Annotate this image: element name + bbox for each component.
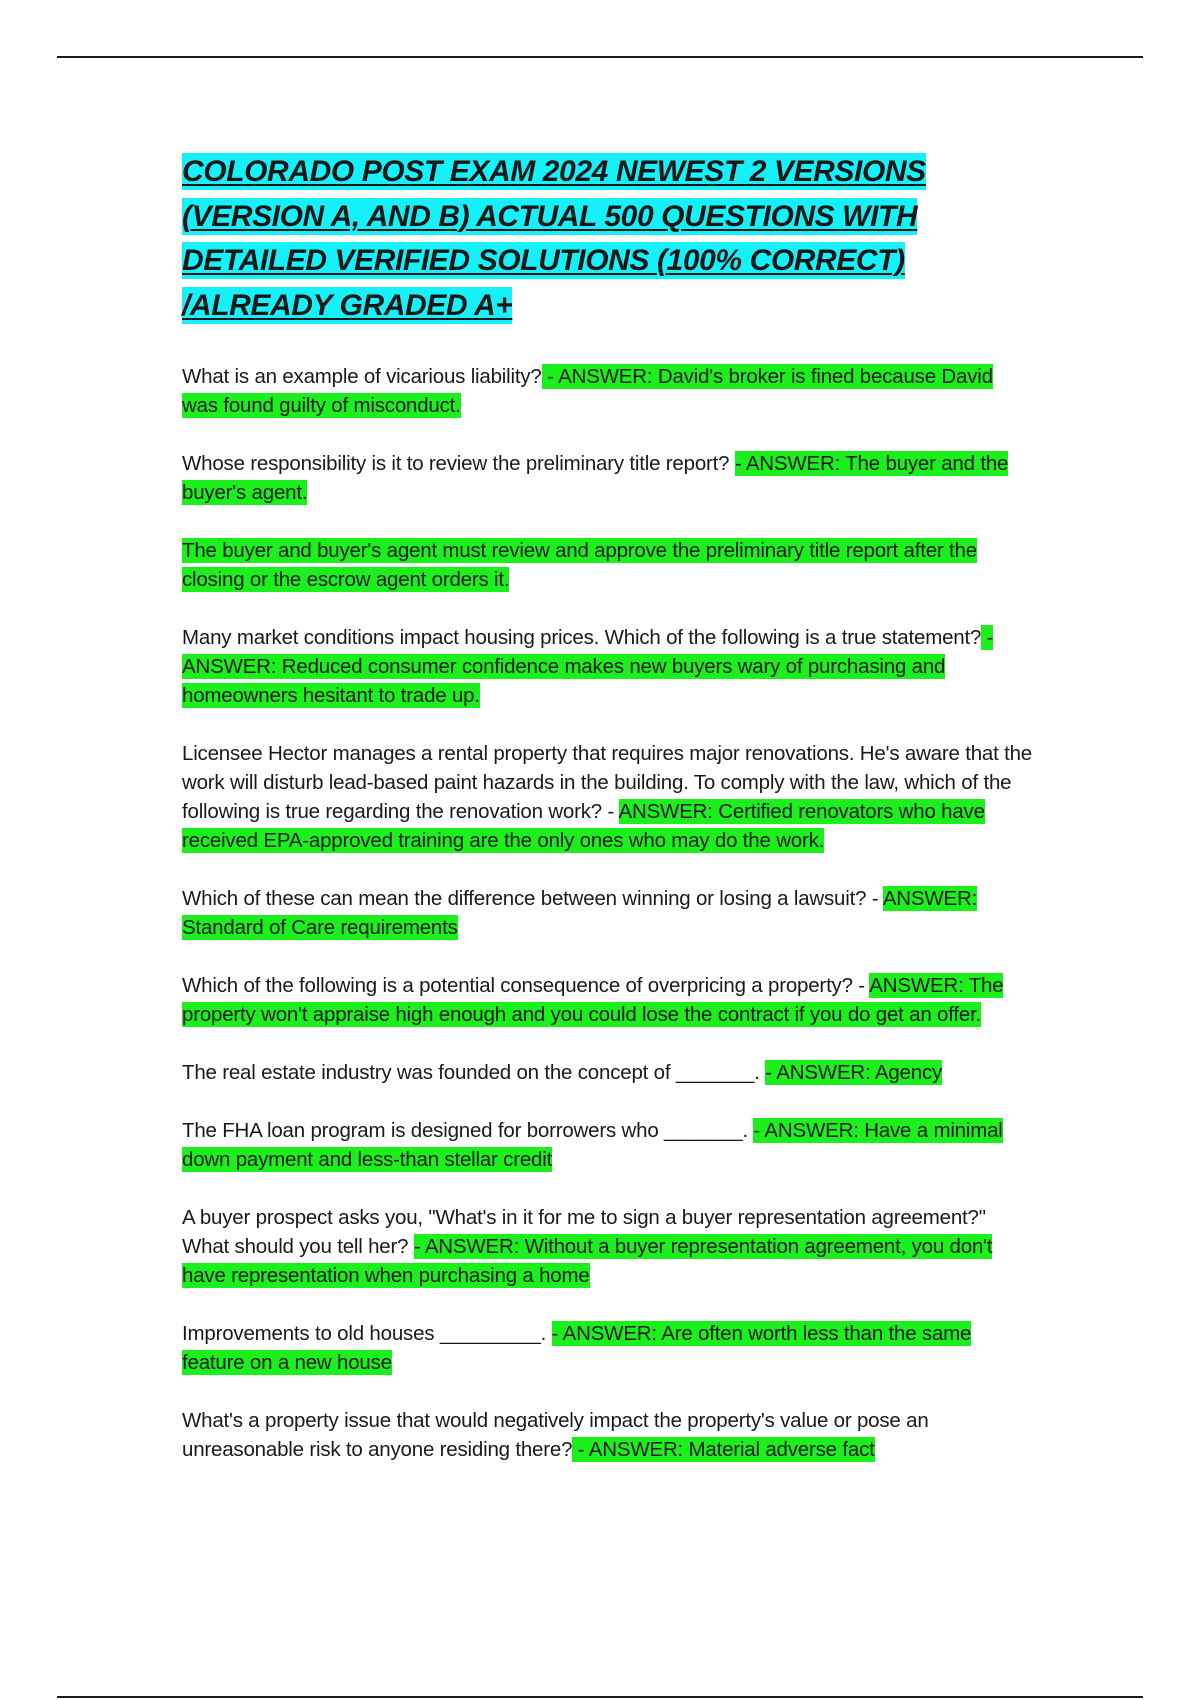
qa-item-6	[182, 884, 1032, 942]
qa-item-5	[182, 739, 1032, 855]
question-text: Which of the following is a potential consequence of overpricing a property? -	[182, 974, 870, 997]
answer-text: - ANSWER: Agency	[765, 1061, 943, 1084]
question-text: Which of these can mean the difference between winning or losing a lawsuit? -	[182, 887, 883, 910]
qa-item-3	[182, 536, 1032, 594]
answer-text: - ANSWER: Without a buyer representation agreement, you don't have representation when purchasing a home	[182, 1235, 993, 1287]
question-text: The real estate industry was founded on the concept of _______.	[182, 1061, 766, 1084]
question-text: Improvements to old houses _________.	[182, 1322, 552, 1345]
document-title-text: COLORADO POST EXAM 2024 NEWEST 2 VERSIONS (VERSION A, AND B) ACTUAL 500 QUESTIONS WITH DETAILED VERIFIED SOLUTIONS (100% CORRECT) /ALREADY GRADED A+	[182, 155, 926, 322]
qa-item-11	[182, 1319, 1032, 1377]
answer-text: - ANSWER: Are often worth less than the same feature on a new house	[182, 1322, 972, 1374]
qa-item-10	[182, 1203, 1032, 1290]
answer-text: The buyer and buyer's agent must review and approve the preliminary title report after the closing or the escrow agent orders it.	[182, 539, 977, 591]
question-text: A buyer prospect asks you, "What's in it for me to sign a buyer representation agreement?" What should you tell her?	[182, 1206, 986, 1258]
question-text: The FHA loan program is designed for borrowers who _______.	[182, 1119, 754, 1142]
document-body	[182, 150, 1032, 1493]
answer-text: - ANSWER: Material adverse fact	[572, 1438, 875, 1461]
answer-text: ANSWER: The property won't appraise high enough and you could lose the contract if you do get an offer.	[182, 974, 1004, 1026]
question-text: Licensee Hector manages a rental property that requires major renovations. He's aware that the work will disturb lead-based paint hazards in the building. To comply with the law, which of the following is true regarding the renovation work? -	[182, 742, 1032, 823]
answer-text: ANSWER: Standard of Care requirements	[182, 887, 978, 939]
question-text: Many market conditions impact housing prices. Which of the following is a true statement?	[182, 626, 982, 649]
answer-text: ANSWER: Certified renovators who have received EPA-approved training are the only ones who may do the work.	[182, 800, 985, 852]
qa-item-8	[182, 1058, 1032, 1087]
header-rule	[57, 56, 1143, 58]
answer-text: - ANSWER: Reduced consumer confidence makes new buyers wary of purchasing and homeowners hesitant to trade up.	[182, 626, 994, 707]
document-title	[182, 150, 1032, 328]
qa-item-7	[182, 971, 1032, 1029]
question-text: Whose responsibility is it to review the preliminary title report?	[182, 452, 735, 475]
answer-text: - ANSWER: Have a minimal down payment and less-than stellar credit	[182, 1119, 1003, 1171]
question-text: What is an example of vicarious liability?	[182, 365, 542, 388]
answer-text: - ANSWER: The buyer and the buyer's agent.	[182, 452, 1009, 504]
qa-item-1	[182, 362, 1032, 420]
qa-item-9	[182, 1116, 1032, 1174]
qa-item-2	[182, 449, 1032, 507]
qa-item-4	[182, 623, 1032, 710]
answer-text: - ANSWER: David's broker is fined because David was found guilty of misconduct.	[182, 365, 993, 417]
question-text: What's a property issue that would negatively impact the property's value or pose an unreasonable risk to anyone residing there?	[182, 1409, 929, 1461]
footer-rule	[57, 1696, 1143, 1698]
qa-item-12	[182, 1406, 1032, 1464]
